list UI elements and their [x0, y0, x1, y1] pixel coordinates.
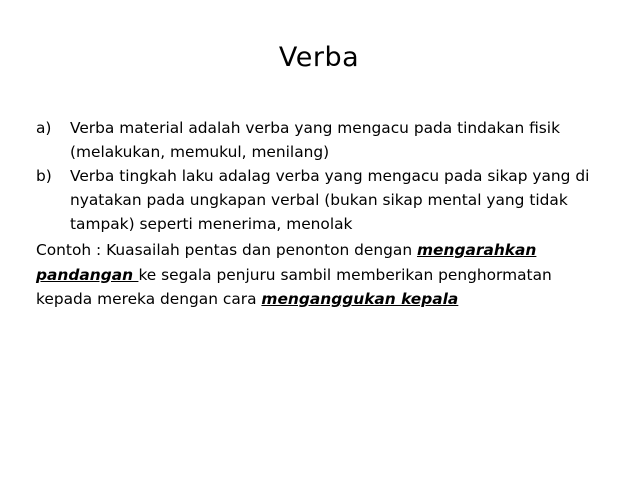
example-text: Contoh : Kuasailah pentas dan penonton dengan: [36, 241, 418, 259]
list-item-text: Verba tingkah laku adalag verba yang mengacu pada sikap yang di nyatakan pada ungkapan verbal (bukan sikap mental yang tidak tampak) seperti menerima, menolak: [70, 167, 590, 233]
list-item: [36, 164, 606, 236]
example-emphasis: mengarahkan pandangan: [36, 241, 537, 284]
example-emphasis: menganggukan kepala: [261, 290, 459, 308]
example-paragraph: [36, 238, 606, 312]
example-text: ke segala penjuru sambil memberikan penghormatan kepada mereka dengan cara: [36, 265, 552, 308]
list-marker: b): [36, 167, 52, 185]
slide-title: Verba: [278, 42, 360, 73]
list-marker: a): [36, 119, 52, 137]
list-item-text: Verba material adalah verba yang mengacu pada tindakan fisik (melakukan, memukul, menilang): [70, 119, 560, 161]
definition-list: [36, 116, 606, 236]
list-item: [36, 116, 606, 164]
